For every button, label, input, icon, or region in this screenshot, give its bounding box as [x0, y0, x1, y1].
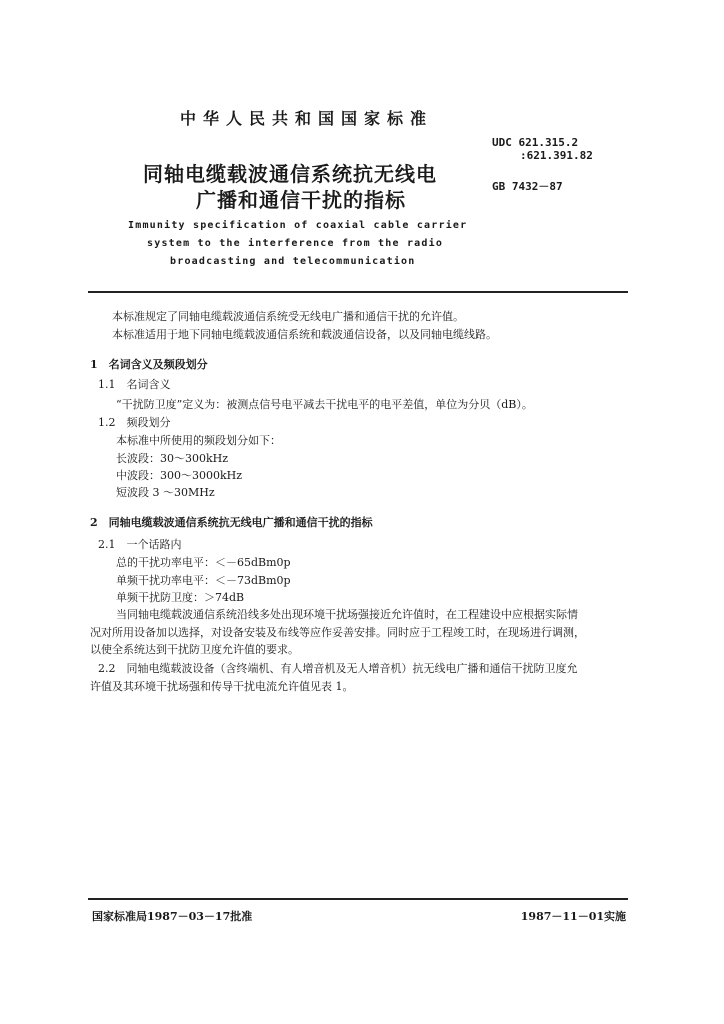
gb-standard-number: GB 7432－87 [492, 180, 563, 193]
header-divider [88, 291, 628, 293]
paragraph-line-3: 以使全系统达到干扰防卫度允许值的要求。 [90, 643, 299, 656]
section-2-2-line-2: 许值及其环境干扰场强和传导干扰电流允许值见表 1。 [90, 680, 354, 693]
effective-date: 1987－11－01实施 [520, 910, 626, 923]
section-2-heading: 2 同轴电缆载波通信系统抗无线电广播和通信干扰的指标 [90, 516, 373, 529]
section-1-heading: 1 名词含义及频段划分 [90, 358, 208, 371]
total-interference-power: 总的干扰功率电平：＜－65dBm0p [116, 556, 291, 569]
title-line-1: 同轴电缆载波通信系统抗无线电 [143, 162, 437, 186]
band-medium-wave: 中波段：300～3000kHz [116, 469, 243, 482]
immunity-definition: “干扰防卫度”定义为：被测点信号电平减去干扰电平的电平差值，单位为分贝（dB）。 [116, 398, 533, 411]
intro-applicability: 本标准适用于地下同轴电缆载波通信系统和载波通信设备，以及同轴电缆线路。 [112, 328, 497, 341]
section-1-2-heading: 1.2 频段划分 [98, 416, 171, 429]
english-title-line-1: Immunity specification of coaxial cable carrier [128, 220, 468, 231]
udc-number: UDC 621.315.2 [492, 136, 579, 149]
title-line-2: 广播和通信干扰的指标 [196, 188, 406, 212]
section-2-1-heading: 2.1 一个话路内 [98, 538, 182, 551]
english-title-line-3: broadcasting and telecommunication [170, 256, 416, 267]
single-frequency-power: 单频干扰功率电平：＜－73dBm0p [116, 574, 291, 587]
band-short-wave: 短波段 3 ～30MHz [116, 486, 215, 499]
band-intro: 本标准中所使用的频段划分如下： [116, 434, 281, 447]
paragraph-line-2: 况对所用设备加以选择，对设备安装及布线等应作妥善安排。同时应于工程竣工时，在现场进行调测， [90, 626, 585, 639]
english-title-line-2: system to the interference from the radio [147, 238, 444, 249]
section-2-2-line-1: 2.2 同轴电缆载波设备（含终端机、有人增音机及无人增音机）抗无线电广播和通信干扰防卫度允 [98, 662, 578, 675]
footer-divider [88, 898, 628, 900]
section-1-1-heading: 1.1 名词含义 [98, 378, 171, 391]
paragraph-line-1: 当同轴电缆载波通信系统沿线多处出现环境干扰场强接近允许值时，在工程建设中应根据实际情 [116, 608, 578, 621]
single-frequency-immunity: 单频干扰防卫度：＞74dB [116, 591, 245, 604]
approval-date: 国家标准局1987－03－17批准 [92, 910, 253, 923]
udc-number-continued: :621.391.82 [520, 149, 593, 162]
national-standard-heading: 中华人民共和国国家标准 [180, 109, 434, 128]
band-long-wave: 长波段：30～300kHz [116, 452, 229, 465]
intro-scope: 本标准规定了同轴电缆载波通信系统受无线电广播和通信干扰的允许值。 [112, 310, 464, 323]
